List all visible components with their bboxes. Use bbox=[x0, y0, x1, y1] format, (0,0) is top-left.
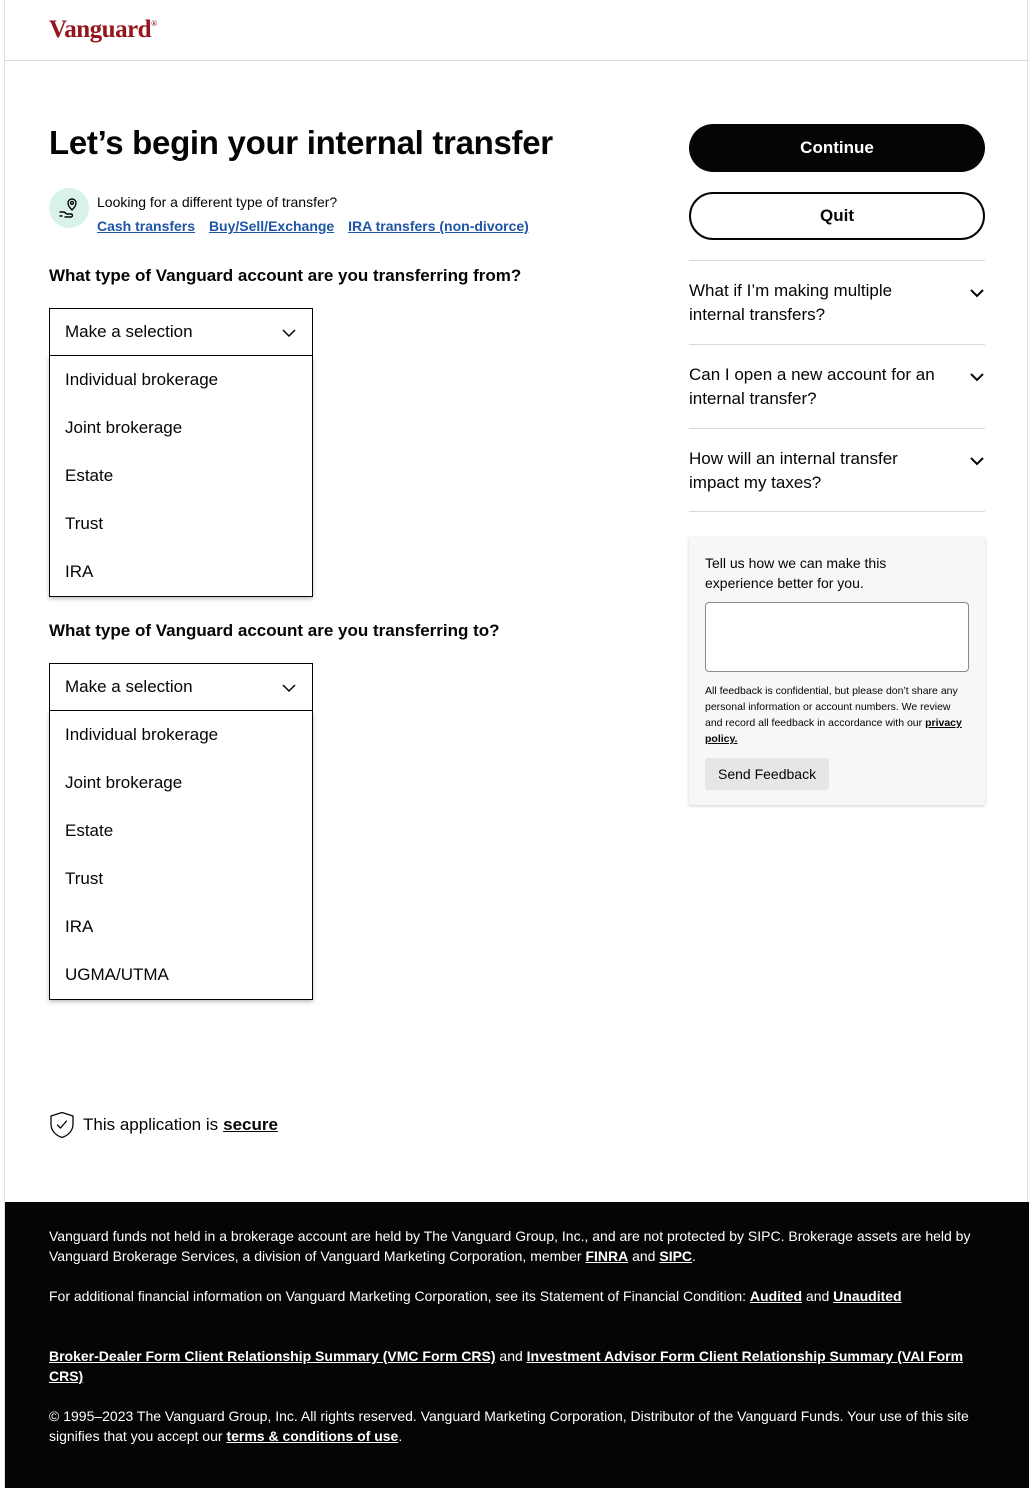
faq-divider bbox=[689, 511, 985, 512]
from-select-value: Make a selection bbox=[65, 322, 193, 341]
to-option-ugma-utma[interactable]: UGMA/UTMA bbox=[65, 965, 169, 984]
send-feedback-button[interactable]: Send Feedback bbox=[705, 758, 829, 790]
buy-sell-exchange-link[interactable]: Buy/Sell/Exchange bbox=[208, 218, 335, 234]
footer-copyright: © 1995–2023 The Vanguard Group, Inc. All rights reserved. Vanguard Marketing Corporation, Distributor of the Vanguard Funds. Your use of this site signifies that you accept our terms & conditions of use. bbox=[49, 1408, 969, 1444]
chevron-down-icon bbox=[969, 285, 985, 301]
from-option-individual-brokerage[interactable]: Individual brokerage bbox=[65, 370, 219, 389]
to-option-ira[interactable]: IRA bbox=[65, 917, 94, 936]
chevron-down-icon bbox=[969, 453, 985, 469]
secure-notice bbox=[49, 1111, 278, 1139]
ira-transfers-link[interactable]: IRA transfers (non-divorce) bbox=[348, 218, 529, 234]
cash-transfers-link[interactable]: Cash transfers bbox=[97, 218, 196, 234]
privacy-policy-link[interactable]: privacy policy. bbox=[705, 717, 962, 745]
transfer-location-icon bbox=[49, 188, 89, 228]
footer-financial-info: For additional financial information on Vanguard Marketing Corporation, see its Statement of Financial Condition: Audited and Unaudited bbox=[49, 1288, 902, 1304]
faq-question: What if I’m making multiple internal transfers? bbox=[689, 281, 893, 324]
faq-question: Can I open a new account for an internal transfer? bbox=[689, 365, 935, 408]
feedback-panel bbox=[689, 537, 985, 805]
to-option-joint-brokerage[interactable]: Joint brokerage bbox=[65, 773, 183, 792]
faq-question: How will an internal transfer impact my taxes? bbox=[689, 449, 898, 492]
vmc-form-crs-link[interactable]: Broker-Dealer Form Client Relationship Summary (VMC Form CRS) bbox=[49, 1348, 496, 1364]
from-account-question: What type of Vanguard account are you transferring from? bbox=[49, 266, 522, 285]
quit-button[interactable]: Quit bbox=[689, 192, 985, 240]
continue-button[interactable]: Continue bbox=[689, 124, 985, 172]
page-title: Let’s begin your internal transfer bbox=[49, 124, 553, 161]
sipc-link[interactable]: SIPC bbox=[659, 1248, 693, 1264]
faq-item-multiple-transfers[interactable] bbox=[689, 260, 985, 344]
from-option-trust[interactable]: Trust bbox=[65, 514, 104, 533]
page-frame bbox=[4, 0, 1028, 1488]
terms-conditions-link[interactable]: terms & conditions of use bbox=[226, 1428, 399, 1444]
from-option-joint-brokerage[interactable]: Joint brokerage bbox=[65, 418, 183, 437]
from-option-ira[interactable]: IRA bbox=[65, 562, 94, 581]
to-option-trust[interactable]: Trust bbox=[65, 869, 104, 888]
vanguard-logo[interactable]: Vanguard® bbox=[49, 16, 157, 43]
chevron-down-icon bbox=[281, 325, 297, 341]
to-account-question: What type of Vanguard account are you transferring to? bbox=[49, 621, 500, 640]
chevron-down-icon bbox=[281, 680, 297, 696]
footer-sipc-disclosure: Vanguard funds not held in a brokerage account are held by The Vanguard Group, Inc., and are not protected by SIPC. Brokerage assets are held by Vanguard Brokerage Services, a division of Vanguard Marketing Corporation, member FINRA and SIPC. bbox=[49, 1228, 971, 1264]
to-option-individual-brokerage[interactable]: Individual brokerage bbox=[65, 725, 219, 744]
feedback-textarea[interactable] bbox=[705, 602, 969, 672]
different-transfer-question: Looking for a different type of transfer? bbox=[97, 194, 338, 210]
from-account-select[interactable] bbox=[49, 308, 313, 356]
to-account-dropdown bbox=[49, 711, 313, 1000]
transfer-type-links bbox=[97, 218, 539, 234]
faq-item-open-new-account[interactable] bbox=[689, 344, 985, 428]
unaudited-link[interactable]: Unaudited bbox=[833, 1288, 902, 1304]
footer-crs-links: Broker-Dealer Form Client Relationship Summary (VMC Form CRS) and Investment Advisor Form Client Relationship Summary (VAI Form CRS) bbox=[49, 1348, 964, 1384]
to-select-value: Make a selection bbox=[65, 677, 193, 696]
site-footer bbox=[5, 1202, 1029, 1488]
to-option-estate[interactable]: Estate bbox=[65, 821, 114, 840]
audited-link[interactable]: Audited bbox=[749, 1288, 803, 1304]
secure-text: This application is bbox=[83, 1115, 219, 1134]
feedback-note: All feedback is confidential, but please don’t share any personal information or account numbers. We review and record all feedback in accordance with our privacy policy. bbox=[705, 685, 962, 745]
shield-check-icon bbox=[49, 1111, 75, 1139]
from-option-estate[interactable]: Estate bbox=[65, 466, 114, 485]
to-account-select[interactable] bbox=[49, 663, 313, 711]
from-account-dropdown bbox=[49, 356, 313, 597]
finra-link[interactable]: FINRA bbox=[585, 1248, 629, 1264]
faq-item-taxes[interactable] bbox=[689, 428, 985, 511]
chevron-down-icon bbox=[969, 369, 985, 385]
feedback-title: Tell us how we can make this experience better for you. bbox=[705, 555, 887, 591]
vai-form-crs-link[interactable]: Investment Advisor Form Client Relationship Summary (VAI Form CRS) bbox=[49, 1348, 964, 1384]
site-header bbox=[5, 0, 1029, 61]
secure-link[interactable]: secure bbox=[223, 1115, 278, 1134]
